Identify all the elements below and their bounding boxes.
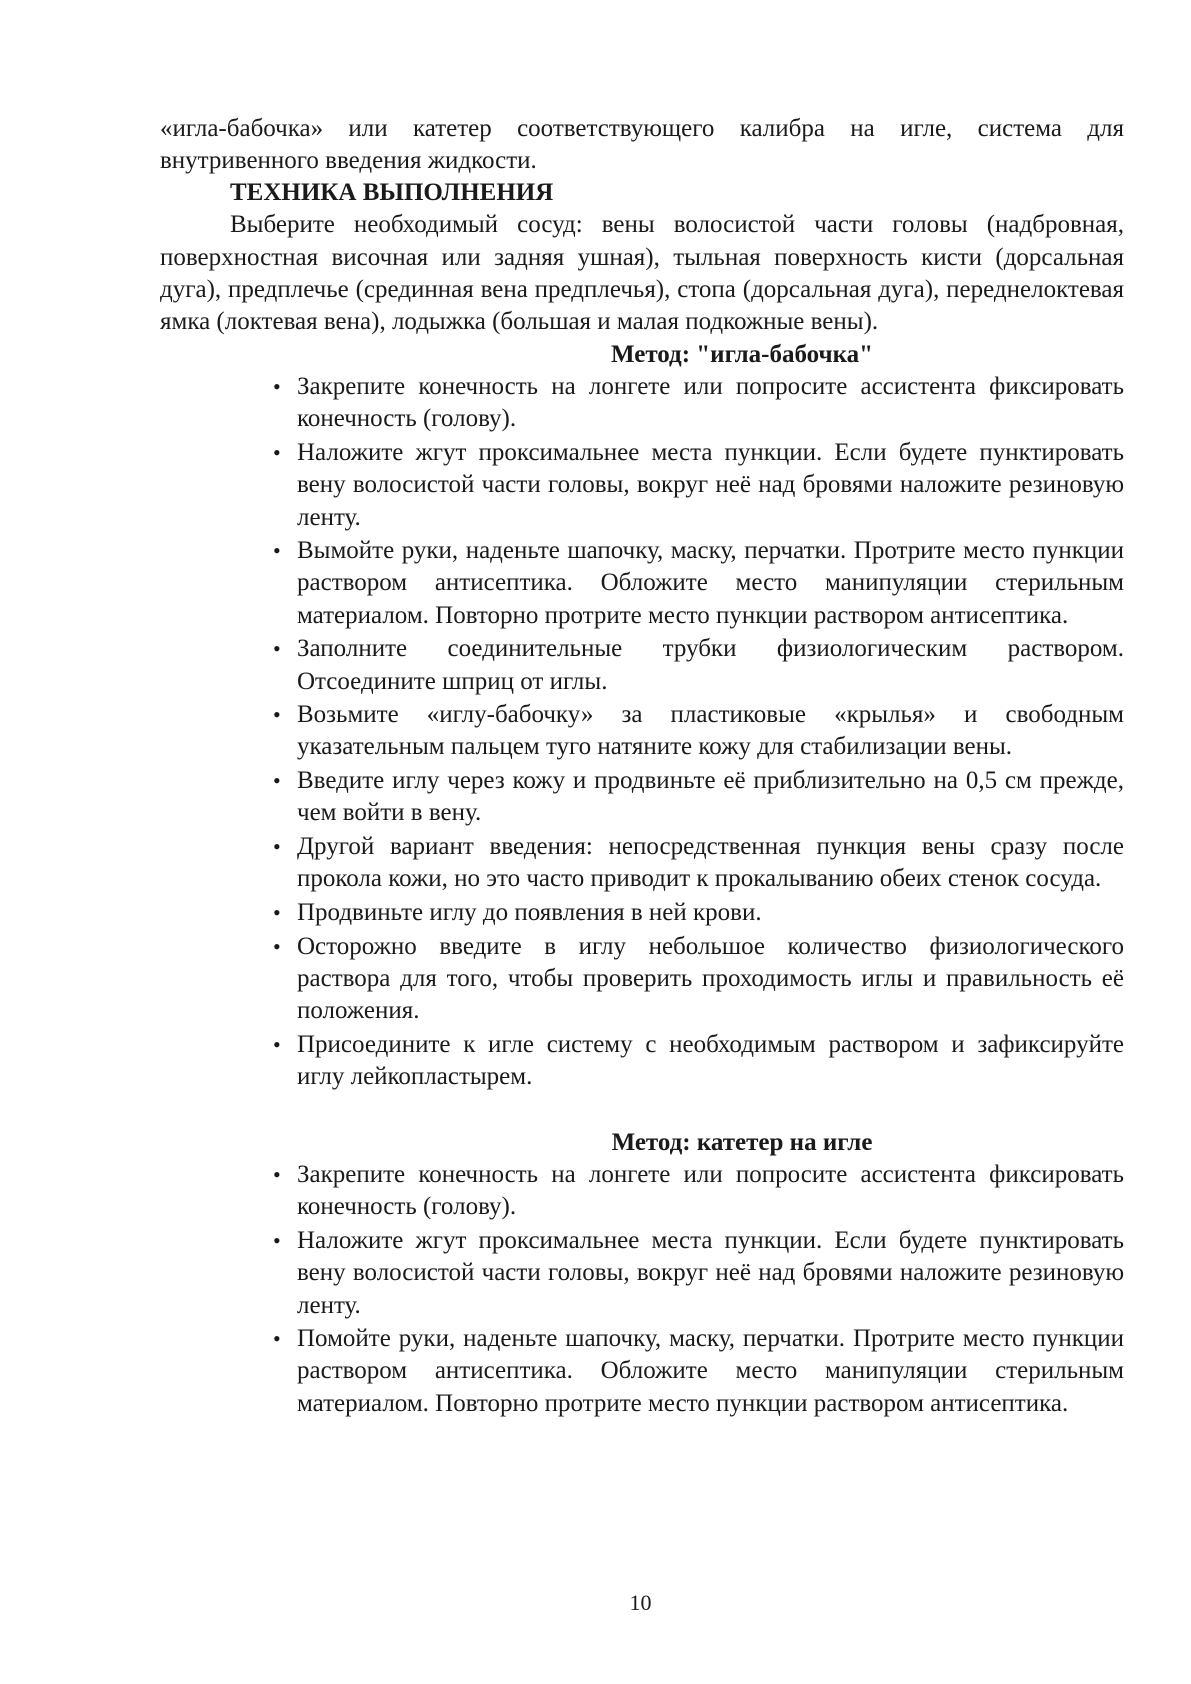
- bullet-icon: •: [273, 899, 281, 925]
- page-number: 10: [629, 1590, 652, 1615]
- section-title: ТЕХНИКА ВЫПОЛНЕНИЯ: [230, 179, 554, 207]
- list-item: • Закрепите конечность на лонгете или попросите ассистента фиксировать конечность (голову).: [273, 373, 1124, 433]
- list-item: • Присоедините к игле систему с необходимым раствором и зафиксируйте иглу лейкопластырем.: [273, 1030, 1124, 1090]
- bullet-icon: •: [273, 702, 281, 728]
- bullet-icon: •: [273, 1031, 281, 1057]
- list-item: • Наложите жгут проксимальнее места пункции. Если будете пунктировать вену волосистой части головы, вокруг неё над бровями наложите резиновую ленту.: [273, 1227, 1124, 1319]
- intro-continuation: «игла-бабочка» или катетер соответствующего калибра на игле, система для внутривенного введения жидкости.: [160, 115, 1124, 175]
- list-item: • Продвиньте иглу до появления в ней крови.: [265, 897, 1124, 929]
- bullet-icon: •: [273, 933, 281, 959]
- method-2-steps: [265, 1159, 1124, 1420]
- list-item: • Осторожно введите в иглу небольшое количество физиологического раствора для того, чтобы проверить проходимость иглы и правильность её положения.: [273, 932, 1124, 1025]
- section-paragraph: Выберите необходимый сосуд: вены волосистой части головы (надбровная, поверхностная височная или задняя ушная), тыльная поверхность кисти (дорсальная дуга), предплечье (срединная вена предплечья), стопа (дорсальная дуга), переднелоктевая ямка (локтевая вена), лодыжка (большая и малая подкожные вены).: [160, 211, 1124, 336]
- bullet-icon: •: [273, 1326, 281, 1352]
- list-item: • Другой вариант введения: непосредственная пункция вены сразу после прокола кожи, но это часто приводит к прокалыванию обеих стенок сосуда.: [273, 833, 1124, 893]
- list-item: • Наложите жгут проксимальнее места пункции. Если будете пунктировать вену волосистой части головы, вокруг неё над бровями наложите резиновую ленту.: [273, 439, 1124, 531]
- list-item: • Введите иглу через кожу и продвиньте её приблизительно на 0,5 см прежде, чем войти в вену.: [273, 767, 1124, 827]
- method-1-steps: [265, 371, 1124, 1093]
- bullet-icon: •: [273, 834, 281, 860]
- list-item: • Вымойте руки, наденьте шапочку, маску, перчатки. Протрите место пункции раствором антисептика. Обложите место манипуляции стерильным материалом. Повторно протрите место пункции раствором антисептика.: [273, 537, 1124, 629]
- list-item: • Закрепите конечность на лонгете или попросите ассистента фиксировать конечность (голову).: [273, 1161, 1124, 1221]
- list-item: • Заполните соединительные трубки физиологическим раствором. Отсоедините шприц от иглы.: [273, 635, 1124, 695]
- bullet-icon: •: [273, 440, 281, 466]
- page-content: [160, 113, 1124, 1421]
- bullet-icon: •: [273, 538, 281, 564]
- bullet-icon: •: [273, 768, 281, 794]
- list-item: • Возьмите «иглу-бабочку» за пластиковые «крылья» и свободным указательным пальцем туго натяните кожу для стабилизации вены.: [273, 701, 1124, 761]
- method-2-title: Метод: катетер на игле: [611, 1129, 873, 1157]
- method-1-title: Метод: "игла-бабочка": [610, 341, 874, 369]
- bullet-icon: •: [273, 636, 281, 662]
- list-item: • Помойте руки, наденьте шапочку, маску, перчатки. Протрите место пункции раствором антисептика. Обложите место манипуляции стерильным материалом. Повторно протрите место пункции раствором антисептика.: [273, 1325, 1124, 1417]
- bullet-icon: •: [273, 1228, 281, 1254]
- bullet-icon: •: [273, 374, 281, 400]
- bullet-icon: •: [273, 1162, 281, 1188]
